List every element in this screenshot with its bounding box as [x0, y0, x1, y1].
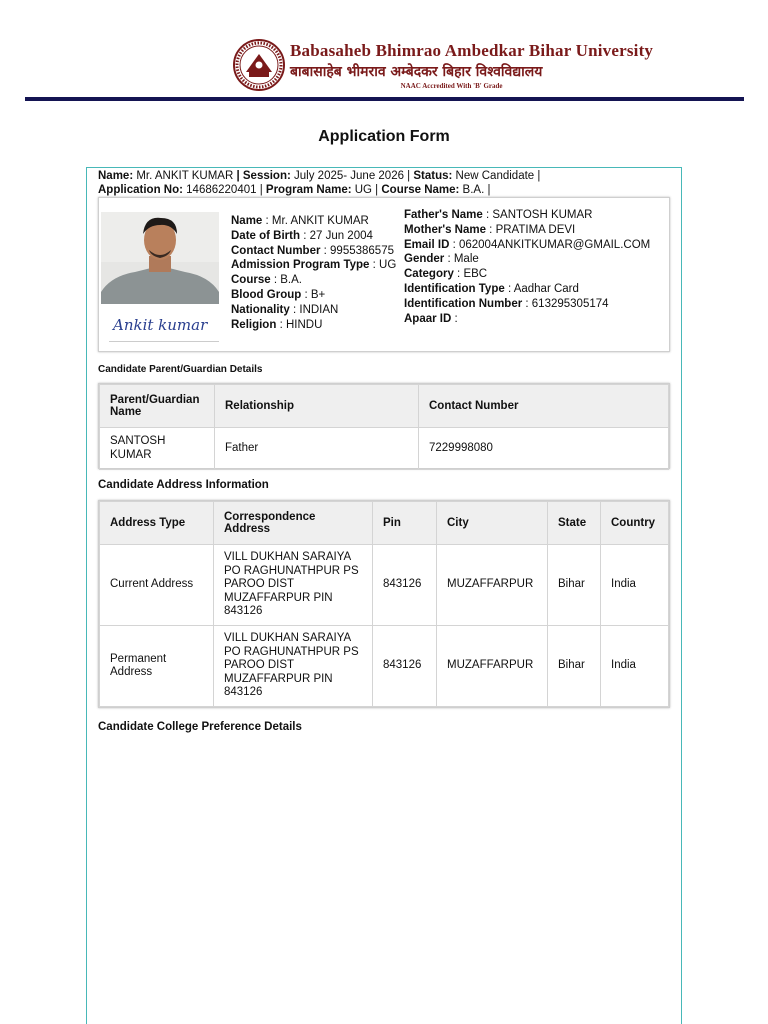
profile-id-number-row: Identification Number : 613295305174 [404, 297, 609, 310]
guardian-contact-cell: 7229998080 [419, 428, 669, 470]
university-name-english: Babasaheb Bhimrao Ambedkar Bihar University [290, 40, 654, 60]
table-row [100, 428, 669, 470]
table-header-row [100, 502, 669, 545]
address-country-cell: India [601, 545, 669, 626]
address-section-title: Candidate Address Information [98, 479, 269, 491]
guardian-col-relationship: Relationship [215, 385, 419, 428]
summary-name-value: Mr. ANKIT KUMAR [133, 170, 237, 182]
address-table [99, 501, 669, 707]
profile-email-row: Email ID : 062004ANKITKUMAR@GMAIL.COM [404, 238, 651, 251]
profile-dob-row: Date of Birth : 27 Jun 2004 [231, 229, 373, 242]
profile-gender-row: Gender : Male [404, 253, 479, 266]
candidate-photo [101, 212, 219, 304]
signature-text: Ankit kumar [113, 316, 208, 334]
address-city-cell: MUZAFFARPUR [437, 545, 548, 626]
profile-nationality-row: Nationality : INDIAN [231, 303, 339, 316]
table-row [100, 545, 669, 626]
profile-blood-group-row: Blood Group : B+ [231, 288, 326, 301]
profile-course-row: Course : B.A. [231, 274, 302, 287]
university-logo [232, 38, 653, 92]
profile-name-row: Name : Mr. ANKIT KUMAR [231, 215, 369, 227]
profile-contact-row: Contact Number : 9955386575 [231, 244, 394, 257]
address-col-country: Country [601, 502, 669, 545]
signature-underline [109, 341, 219, 342]
summary-appno-value: 14686220401 | [182, 184, 266, 196]
address-table-container [98, 500, 670, 708]
profile-category-row: Category : EBC [404, 268, 488, 281]
summary-session-label: | Session: [236, 170, 291, 182]
guardian-table [99, 384, 669, 470]
summary-status-value: New Candidate | [452, 170, 541, 182]
summary-program-value: UG | [351, 184, 382, 196]
address-text-cell: VILL DUKHAN SARAIYA PO RAGHUNATHPUR PS PAROO DIST MUZAFFARPUR PIN 843126 [214, 626, 373, 707]
guardian-relationship-cell: Father [215, 428, 419, 470]
profile-father-row: Father's Name : SANTOSH KUMAR [404, 209, 593, 221]
page-title: Application Form [318, 128, 450, 145]
address-state-cell: Bihar [548, 626, 601, 707]
summary-program-label: Program Name: [265, 184, 352, 196]
address-city-cell: MUZAFFARPUR [437, 626, 548, 707]
profile-mother-row: Mother's Name : PRATIMA DEVI [404, 223, 576, 236]
address-col-type: Address Type [100, 502, 214, 545]
address-type-cell: Current Address [100, 545, 214, 626]
guardian-section-title: Candidate Parent/Guardian Details [98, 364, 263, 375]
candidate-profile-card [98, 197, 670, 352]
candidate-signature [109, 310, 214, 340]
application-summary [98, 169, 678, 197]
university-name-hindi: बाबासाहेब भीमराव अम्बेदकर बिहार विश्वविद्यालय [290, 63, 543, 80]
summary-course-value: B.A. | [459, 184, 491, 196]
address-col-city: City [437, 502, 548, 545]
summary-name-label: Name: [98, 170, 134, 182]
table-row [100, 626, 669, 707]
address-col-state: State [548, 502, 601, 545]
guardian-col-contact: Contact Number [419, 385, 669, 428]
address-col-correspondence: Correspondence Address [214, 502, 373, 545]
page-header [0, 0, 768, 100]
profile-program-type-row: Admission Program Type : UG [231, 259, 397, 272]
summary-session-value: July 2025- June 2026 | [290, 170, 414, 182]
guardian-table-container [98, 383, 670, 469]
profile-apaar-row: Apaar ID : [404, 312, 458, 325]
guardian-name-cell: SANTOSH KUMAR [100, 428, 215, 470]
guardian-col-name: Parent/Guardian Name [100, 385, 215, 428]
summary-appno-label: Application No: [98, 184, 183, 196]
profile-details-left [231, 214, 396, 332]
summary-course-label: Course Name: [381, 184, 460, 196]
table-header-row [100, 385, 669, 428]
address-state-cell: Bihar [548, 545, 601, 626]
profile-details-right [404, 208, 650, 326]
address-pin-cell: 843126 [373, 545, 437, 626]
address-pin-cell: 843126 [373, 626, 437, 707]
profile-religion-row: Religion : HINDU [231, 318, 323, 331]
address-text-cell: VILL DUKHAN SARAIYA PO RAGHUNATHPUR PS PAROO DIST MUZAFFARPUR PIN 843126 [214, 545, 373, 626]
accreditation-text: NAAC Accredited With 'B' Grade [400, 81, 503, 90]
address-country-cell: India [601, 626, 669, 707]
college-preference-section-title: Candidate College Preference Details [98, 721, 302, 733]
address-col-pin: Pin [373, 502, 437, 545]
address-type-cell: Permanent Address [100, 626, 214, 707]
header-divider [25, 97, 744, 101]
summary-status-label: Status: [413, 170, 453, 182]
profile-id-type-row: Identification Type : Aadhar Card [404, 282, 579, 295]
